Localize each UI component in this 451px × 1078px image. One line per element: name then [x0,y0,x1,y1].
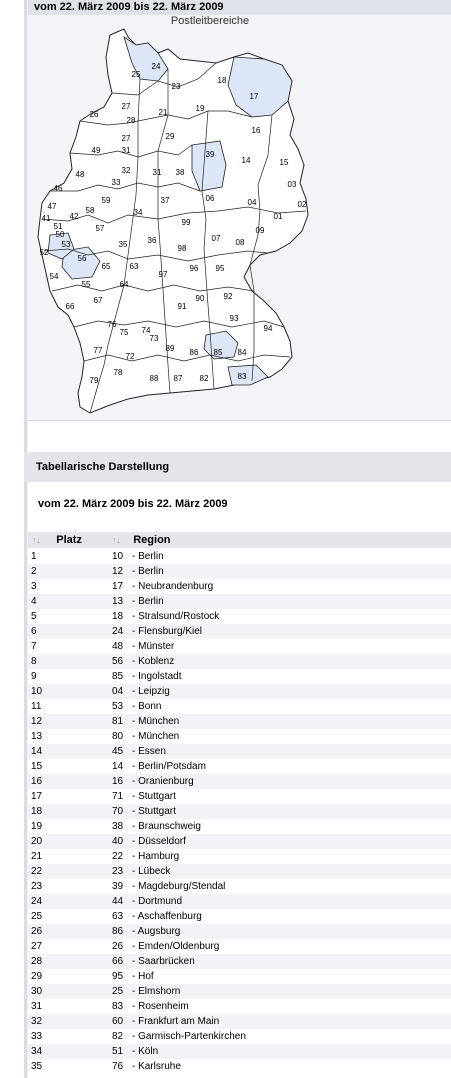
table-row[interactable] [28,849,451,864]
platz-cell: 9 [31,671,37,682]
region-label: 37 [160,196,170,205]
region-label: 21 [158,108,168,117]
region-label: 32 [121,166,131,175]
region-name-cell: - Koblenz [132,654,174,669]
region-label: 27 [121,134,131,143]
region-label: 66 [65,302,75,311]
region-name-cell: - Hamburg [132,849,179,864]
table-row[interactable] [28,1044,451,1059]
table-row[interactable] [28,594,451,609]
table-row[interactable] [28,864,451,879]
table-row[interactable] [28,789,451,804]
region-label: 67 [93,296,103,305]
platz-cell: 24 [31,896,43,907]
region-label: 94 [263,324,273,333]
table-row[interactable] [28,879,451,894]
region-code-cell: 25 [112,986,124,997]
region-code-cell: 95 [112,971,124,982]
region-name-cell: - Stralsund/Rostock [132,609,219,624]
region-name-cell: - Ingolstadt [132,669,181,684]
platz-cell: 17 [31,791,43,802]
table-row[interactable] [28,1014,451,1029]
platz-cell: 12 [31,716,43,727]
region-label: 47 [47,202,57,211]
region-label: 02 [297,200,307,209]
region-label: 06 [205,194,215,203]
platz-cell: 1 [31,551,37,562]
region-label: 15 [279,158,289,167]
region-label: 78 [113,368,123,377]
table-row[interactable] [28,654,451,669]
region-code-cell: 56 [112,656,124,667]
region-label: 92 [223,292,233,301]
region-label: 65 [101,262,111,271]
region-name-cell: - Neubrandenburg [132,579,213,594]
table-section-header [24,452,451,482]
platz-cell: 26 [31,926,43,937]
region-label: 23 [171,82,181,91]
region-name-cell: - Stuttgart [132,804,176,819]
table-row[interactable] [28,894,451,909]
table-row[interactable] [28,744,451,759]
table-row[interactable] [28,1029,451,1044]
region-label: 34 [133,208,143,217]
platz-cell: 3 [31,581,37,592]
region-label: 76 [107,320,117,329]
region-label: 53 [61,240,71,249]
platz-cell: 30 [31,986,43,997]
region-label: 14 [241,156,251,165]
region-name-cell: - Garmisch-Partenkirchen [132,1029,246,1044]
table-row[interactable] [28,579,451,594]
sort-arrows-icon[interactable]: ↑↓ [32,535,41,545]
region-name-cell: - München [132,729,179,744]
table-row[interactable] [28,729,451,744]
region-label: 39 [205,150,215,159]
region-label: 57 [95,224,105,233]
region-code-cell: 16 [112,776,124,787]
platz-cell: 22 [31,866,43,877]
platz-cell: 32 [31,1016,43,1027]
table-row[interactable] [28,939,451,954]
region-code-cell: 53 [112,701,124,712]
region-code-cell: 83 [112,1001,124,1012]
region-code-cell: 24 [112,626,124,637]
platz-cell: 25 [31,911,43,922]
region-label: 91 [177,302,187,311]
region-label: 41 [41,214,51,223]
platz-cell: 20 [31,836,43,847]
region-label: 59 [101,196,111,205]
region-label: 55 [81,280,91,289]
region-name-cell: - Lübeck [132,864,170,879]
region-name-cell: - Augsburg [132,924,180,939]
region-code-cell: 76 [112,1061,124,1072]
platz-cell: 10 [31,686,43,697]
table-row[interactable] [28,969,451,984]
region-code-cell: 48 [112,641,124,652]
region-label: 25 [131,70,141,79]
region-name-cell: - Emden/Oldenburg [132,939,219,954]
region-label: 86 [189,348,199,357]
region-code-cell: 45 [112,746,124,757]
column-header-platz[interactable] [32,532,82,548]
platz-cell: 4 [31,596,37,607]
region-code-cell: 63 [112,911,124,922]
region-label: 83 [237,372,247,381]
platz-cell: 8 [31,656,37,667]
region-name-cell: - Dortmund [132,894,182,909]
region-label: 33 [111,178,121,187]
platz-cell: 7 [31,641,37,652]
region-code-cell: 18 [112,611,124,622]
region-label: 93 [229,314,239,323]
region-name-cell: - Berlin [132,564,164,579]
platz-cell: 33 [31,1031,43,1042]
region-name-cell: - München [132,714,179,729]
region-label: 97 [158,270,168,279]
table-row[interactable] [28,999,451,1014]
region-label: 03 [287,180,297,189]
platz-cell: 29 [31,971,43,982]
region-label: 26 [89,110,99,119]
platz-cell: 15 [31,761,43,772]
table-row[interactable] [28,834,451,849]
region-label: 42 [69,212,79,221]
map-title: Postleitbereiche [170,15,250,27]
region-label: 35 [118,240,128,249]
region-code-cell: 85 [112,671,124,682]
sort-arrows-icon[interactable]: ↑↓ [112,535,121,545]
region-label: 56 [77,254,87,263]
platz-cell: 34 [31,1046,43,1057]
region-name-cell: - Berlin/Potsdam [132,759,206,774]
region-code-cell: 13 [112,596,124,607]
platz-cell: 19 [31,821,43,832]
region-label: 29 [165,132,175,141]
region-code-cell: 39 [112,881,124,892]
region-label: 49 [91,146,101,155]
region-label: 72 [125,352,135,361]
region-label: 90 [195,294,205,303]
region-name-cell: - Berlin [132,549,164,564]
table-row[interactable] [28,549,451,564]
region-label: 24 [151,62,161,71]
region-label: 87 [173,374,183,383]
region-name-cell: - Oranienburg [132,774,194,789]
region-code-cell: 38 [112,821,124,832]
region-code-cell: 44 [112,896,124,907]
region-label: 16 [251,126,261,135]
region-code-cell: 10 [112,551,124,562]
table-row[interactable] [28,924,451,939]
region-code-cell: 17 [112,581,124,592]
region-label: 99 [181,218,191,227]
table-row[interactable] [28,564,451,579]
platz-cell: 23 [31,881,43,892]
region-code-cell: 22 [112,851,124,862]
region-label: 52 [39,248,49,257]
table-row[interactable] [28,714,451,729]
region-label: 82 [199,374,209,383]
region-code-cell: 12 [112,566,124,577]
platz-label: Platz [56,534,82,546]
table-header [28,532,451,548]
table-row[interactable] [28,1059,451,1074]
region-name-cell: - Elmshorn [132,984,180,999]
table-body [28,549,451,1074]
region-code-cell: 60 [112,1016,124,1027]
region-code-cell: 14 [112,761,124,772]
region-code-cell: 71 [112,791,124,802]
region-label: 98 [177,244,187,253]
region-name-cell: - Essen [132,744,166,759]
platz-cell: 14 [31,746,43,757]
table-row[interactable] [28,954,451,969]
region-label: 63 [129,262,139,271]
region-label: 77 [93,346,103,355]
map-date-range: vom 22. März 2009 bis 22. März 2009 [34,1,224,13]
region-name-cell: - Berlin [132,594,164,609]
table-date-range: vom 22. März 2009 bis 22. März 2009 [38,498,228,510]
region-name-cell: - Flensburg/Kiel [132,624,202,639]
region-name-cell: - Saarbrücken [132,954,195,969]
region-name-cell: - Rosenheim [132,999,189,1014]
region-code-cell: 51 [112,1046,124,1057]
region-label: 64 [119,280,129,289]
region-name-cell: - Leipzig [132,684,170,699]
region-label: 38 [175,168,185,177]
region-name-cell: - Köln [132,1044,158,1059]
region-label: 51 [53,222,63,231]
table-row[interactable] [28,624,451,639]
table-row[interactable] [28,984,451,999]
platz-cell: 35 [31,1061,43,1072]
region-label: 88 [149,374,159,383]
region-label: 18 [217,76,227,85]
region-label: 28 [126,116,136,125]
region-label: 27 [121,102,131,111]
region-code-cell: 40 [112,836,124,847]
platz-cell: 6 [31,626,37,637]
region-label: 46 [53,184,63,193]
map-date-bar [28,0,451,15]
table-row[interactable] [28,669,451,684]
region-code-cell: 66 [112,956,124,967]
platz-cell: 27 [31,941,43,952]
region-label: 84 [237,348,247,357]
region-name-cell: - Stuttgart [132,789,176,804]
region-label: 04 [247,198,257,207]
region-name-cell: - Braunschweig [132,819,201,834]
region-label: 19 [195,104,205,113]
region-code-cell: 86 [112,926,124,937]
region-label: 85 [213,348,223,357]
platz-cell: 16 [31,776,43,787]
platz-cell: 21 [31,851,43,862]
region-name-cell: - Hof [132,969,154,984]
region-label: 95 [215,264,225,273]
platz-cell: 28 [31,956,43,967]
region-label: 73 [149,334,159,343]
germany-postal-map[interactable] [28,15,451,420]
region-name-cell: - Karlsruhe [132,1059,181,1074]
table-row[interactable] [28,609,451,624]
platz-cell: 11 [31,701,42,712]
platz-cell: 31 [31,1001,43,1012]
column-header-region[interactable] [112,532,171,548]
region-39-highlight[interactable] [192,141,226,191]
table-row[interactable] [28,684,451,699]
region-label: 50 [55,230,65,239]
region-code-cell: 04 [112,686,124,697]
table-row[interactable] [28,909,451,924]
region-name-cell: - Bonn [132,699,161,714]
region-label: 54 [49,272,59,281]
region-label: 08 [235,238,245,247]
region-label: 75 [119,328,129,337]
region-label: 36 [147,236,157,245]
region-label: Region [133,534,171,546]
table-row[interactable] [28,759,451,774]
region-code-cell: 82 [112,1031,124,1042]
region-label: 31 [121,146,131,155]
region-name-cell: - Münster [132,639,174,654]
region-label: 48 [75,170,85,179]
table-row[interactable] [28,804,451,819]
region-code-cell: 81 [112,716,124,727]
region-label: 58 [85,206,95,215]
platz-cell: 5 [31,611,37,622]
section-title: Tabellarische Darstellung [36,461,170,473]
region-label: 74 [141,326,151,335]
platz-cell: 2 [31,566,37,577]
table-row[interactable] [28,699,451,714]
region-code-cell: 26 [112,941,124,952]
platz-cell: 13 [31,731,43,742]
region-label: 96 [189,264,199,273]
region-name-cell: - Frankfurt am Main [132,1014,219,1029]
table-row[interactable] [28,774,451,789]
region-code-cell: 23 [112,866,124,877]
region-label: 89 [165,344,175,353]
region-label: 17 [249,92,259,101]
region-code-cell: 80 [112,731,124,742]
region-label: 09 [255,226,265,235]
table-row[interactable] [28,639,451,654]
region-label: 79 [89,376,99,385]
platz-cell: 18 [31,806,43,817]
region-label: 01 [273,212,283,221]
region-label: 07 [211,234,221,243]
table-row[interactable] [28,819,451,834]
region-name-cell: - Aschaffenburg [132,909,202,924]
region-code-cell: 70 [112,806,124,817]
region-label: 31 [152,168,162,177]
region-name-cell: - Düsseldorf [132,834,186,849]
region-name-cell: - Magdeburg/Stendal [132,879,225,894]
